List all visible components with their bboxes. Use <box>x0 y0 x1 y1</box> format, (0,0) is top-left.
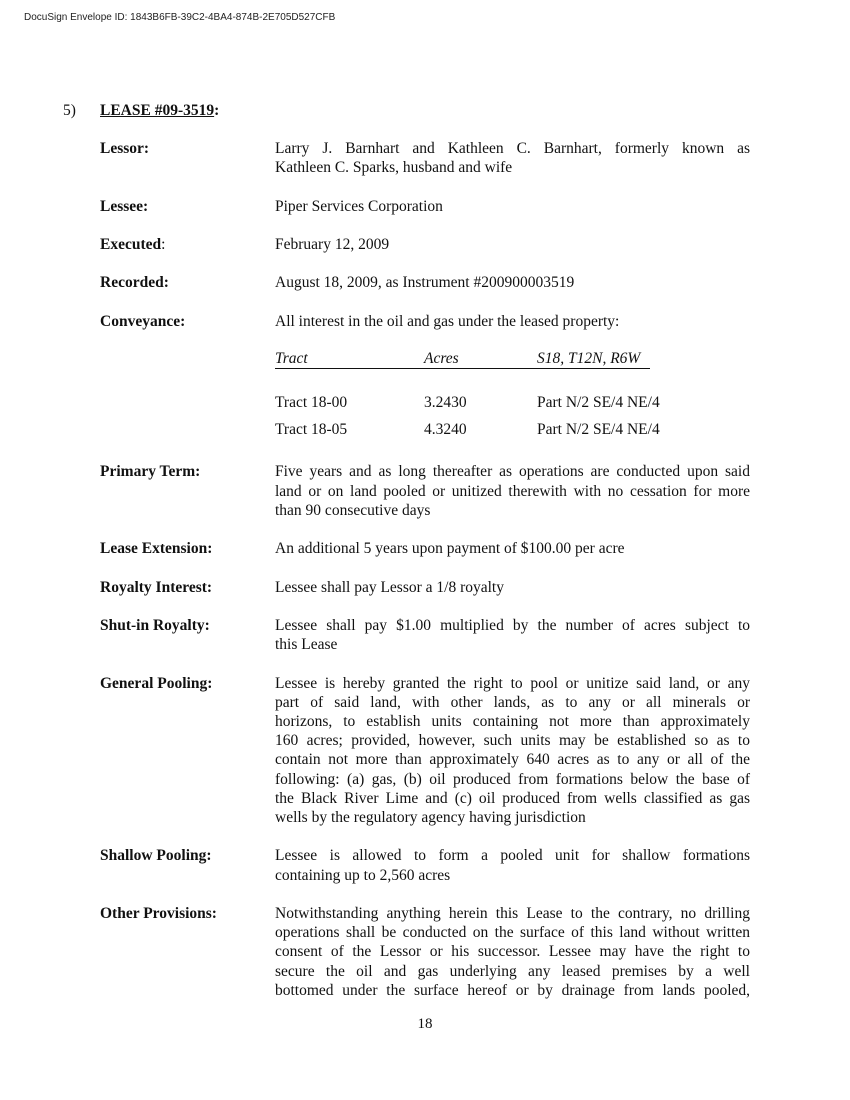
term-label <box>100 462 275 520</box>
term-label-text: Lessee: <box>100 197 149 215</box>
term-text-line: than 90 consecutive days <box>275 501 431 519</box>
column-header: Tract <box>275 350 308 368</box>
term-text-line: contain not more than approximately 640 acres as to any or all of the <box>275 751 750 769</box>
column-header: Acres <box>424 350 459 368</box>
term-text-line: horizons, to establish units containing not more than approximately <box>275 712 750 730</box>
term-text-line: this Lease <box>275 636 338 654</box>
term-label <box>100 312 275 443</box>
term-row-recorded <box>100 273 750 292</box>
page-number: 18 <box>417 1016 433 1032</box>
term-label <box>100 674 275 828</box>
table-cell: 3.2430 <box>424 394 467 412</box>
lease-title-colon: : <box>214 102 220 119</box>
term-text-line: Lessee is hereby granted the right to pool or unitize said land, or any <box>275 674 750 692</box>
term-text-line: An additional 5 years upon payment of $100.00 per acre <box>275 540 625 558</box>
term-text-line: consent of the Lessor or his successor. Lessee may have the right to <box>275 943 750 961</box>
term-row-royalty-interest <box>100 578 750 597</box>
term-value <box>275 139 750 177</box>
term-label <box>100 197 275 216</box>
term-label <box>100 273 275 292</box>
term-label <box>100 578 275 597</box>
term-text-line: following: (a) gas, (b) oil produced from formations below the base of <box>275 770 750 788</box>
term-text-line: wells by the regulatory agency having jurisdiction <box>275 808 586 826</box>
term-text-line: secure the oil and gas underlying any leased premises by a well <box>275 962 750 980</box>
term-value <box>275 197 750 216</box>
term-text-line: operations shall be conducted on the surface of this land without written <box>275 924 750 942</box>
tract-table <box>275 350 750 443</box>
term-value <box>275 539 750 558</box>
term-text-line: Five years and as long thereafter as operations are conducted upon said <box>275 463 750 481</box>
term-label-text: Recorded: <box>100 274 169 292</box>
term-text-line: part of said land, with other lands, as to any or all minerals or <box>275 693 750 711</box>
term-row-executed <box>100 235 750 254</box>
term-text-line: Larry J. Barnhart and Kathleen C. Barnhart, formerly known as <box>275 140 750 157</box>
table-row <box>275 389 750 416</box>
term-label-text: Lessor: <box>100 140 150 157</box>
term-label <box>100 616 275 654</box>
column-header: S18, T12N, R6W <box>537 350 641 368</box>
term-value <box>275 674 750 828</box>
term-text-line: Piper Services Corporation <box>275 197 443 215</box>
term-label-colon: : <box>161 235 166 253</box>
table-cell: Part N/2 SE/4 NE/4 <box>537 421 660 439</box>
term-text-line: Lessee shall pay Lessor a 1/8 royalty <box>275 578 504 596</box>
term-label-text: Primary Term: <box>100 463 201 481</box>
tract-table-header <box>275 350 650 369</box>
term-text-line: August 18, 2009, as Instrument #200900003519 <box>275 274 575 292</box>
term-label <box>100 904 275 1000</box>
term-label <box>100 235 275 254</box>
term-value <box>275 273 750 292</box>
term-label-text: Other Provisions: <box>100 904 217 922</box>
table-cell: 4.3240 <box>424 421 467 439</box>
term-label <box>100 139 275 177</box>
term-value <box>275 578 750 597</box>
term-row-other-provisions <box>100 904 750 1000</box>
term-row-general-pooling <box>100 674 750 828</box>
term-label-text: General Pooling: <box>100 674 213 692</box>
term-row-shallow-pooling <box>100 846 750 884</box>
term-text-line: Notwithstanding anything herein this Lease to the contrary, no drilling <box>275 904 750 922</box>
term-label <box>100 539 275 558</box>
term-row-lessee <box>100 197 750 216</box>
term-text-line: All interest in the oil and gas under the leased property: <box>275 312 620 330</box>
term-text-line: containing up to 2,560 acres <box>275 866 451 884</box>
term-text-line: bottomed under the surface hereof or by drainage from lands pooled, <box>275 981 750 999</box>
lease-title-text: LEASE #09-3519 <box>100 102 215 119</box>
term-text-line: February 12, 2009 <box>275 235 390 253</box>
term-row-lessor <box>100 139 750 177</box>
term-row-shutin-royalty <box>100 616 750 654</box>
table-row <box>275 416 750 443</box>
term-text-line: 160 acres; provided, however, such units may be established so as to <box>275 732 750 750</box>
term-value <box>275 312 750 443</box>
term-label-text: Lease Extension: <box>100 540 213 558</box>
table-cell: Tract 18-00 <box>275 394 348 412</box>
term-label-text: Executed <box>100 235 162 253</box>
term-value <box>275 904 750 1000</box>
term-label <box>100 846 275 884</box>
term-label-text: Conveyance: <box>100 312 186 330</box>
lease-terms <box>100 139 750 1019</box>
term-value <box>275 462 750 520</box>
lease-title <box>100 101 219 120</box>
table-cell: Part N/2 SE/4 NE/4 <box>537 394 660 412</box>
term-row-conveyance <box>100 312 750 443</box>
term-label-text: Royalty Interest: <box>100 578 213 596</box>
term-value <box>275 235 750 254</box>
term-text-line: Kathleen C. Sparks, husband and wife <box>275 159 513 177</box>
term-text-line: land or on land pooled or unitized therewith with no cessation for more <box>275 482 750 500</box>
term-text-line: Lessee shall pay $1.00 multiplied by the number of acres subject to <box>275 616 750 634</box>
term-row-primary-term <box>100 462 750 520</box>
term-text-line: the Black River Lime and (c) oil produced from wells classified as gas <box>275 789 750 807</box>
docusign-envelope-id: DocuSign Envelope ID: 1843B6FB-39C2-4BA4-874B-2E705D527CFB <box>24 12 336 23</box>
term-value <box>275 616 750 654</box>
section-number: 5) <box>63 102 76 119</box>
term-label-text: Shallow Pooling: <box>100 847 212 865</box>
term-value <box>275 846 750 884</box>
table-cell: Tract 18-05 <box>275 421 348 439</box>
term-label-text: Shut-in Royalty: <box>100 616 210 634</box>
term-row-lease-extension <box>100 539 750 558</box>
term-text-line: Lessee is allowed to form a pooled unit for shallow formations <box>275 847 750 865</box>
